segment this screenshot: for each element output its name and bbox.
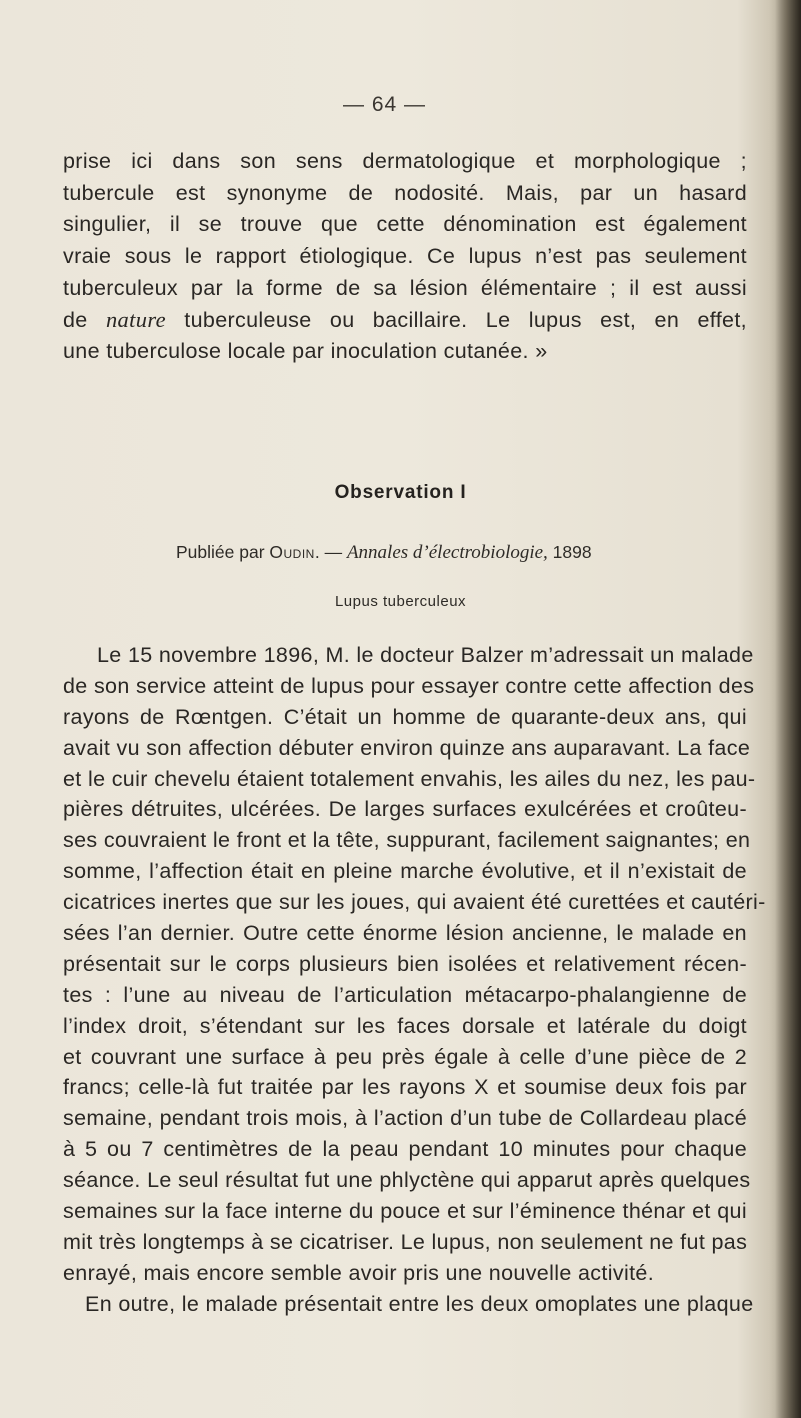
text-line: somme, l’affection était en pleine marche évolutive, et il n’existait de [63,859,747,884]
text-run: tuberculeuse ou bacillaire. Le lupus est, en effet, [165,308,747,333]
text-line: vraie sous le rapport étiologique. Ce lupus n’est pas seulement [63,244,747,269]
text-line [63,304,747,336]
text-line: présentait sur le corps plusieurs bien isolées et relativement récen- [63,951,747,976]
text-line: sées l’an dernier. Outre cette énorme lésion ancienne, le malade en [63,921,747,946]
text-line: Le 15 novembre 1896, M. le docteur Balzer m’adressait un malade [97,643,754,667]
text-line: séance. Le seul résultat fut une phlyctène qui apparut après quelques [63,1168,751,1193]
text-line: et le cuir chevelu étaient totalement envahis, les ailes du nez, les pau- [63,766,756,791]
text-line: rayons de Rœntgen. C’était un homme de quarante-deux ans, qui [63,704,747,729]
text-line: de son service atteint de lupus pour essayer contre cette affection des [63,673,755,698]
text-line: à 5 ou 7 centimètres de la peau pendant 10 minutes pour chaque [63,1137,747,1162]
page-edge-shadow [775,0,801,1418]
journal-title: Annales d’électrobiologie, [346,542,548,563]
text-line: une tuberculose locale par inoculation cutanée. » [63,339,548,364]
text-line: et couvrant une surface à peu près égale à celle d’une pièce de 2 [63,1044,747,1069]
text-line: En outre, le malade présentait entre les deux omoplates une plaque [85,1291,754,1316]
text-line: mit très longtemps à se cicatriser. Le lupus, non seulement ne fut pas [63,1229,748,1254]
text-line: ses couvraient le front et la tête, suppurant, facilement saignantes; en [63,828,751,853]
text-line: l’index droit, s’étendant sur les faces dorsale et latérale du doigt [63,1013,747,1038]
page-number: — 64 — [343,93,427,116]
text-line: singulier, il se trouve que cette dénomination est également [63,212,747,237]
text-line: avait vu son affection débuter environ quinze ans auparavant. La face [63,735,751,760]
observation-heading: Observation I [334,482,467,503]
text-line: pières détruites, ulcérées. De larges surfaces exulcérées et croûteu- [63,797,747,822]
text-line: cicatrices inertes que sur les joues, qui avaient été curettées et cautéri- [63,890,766,915]
text-line: tubercule est synonyme de nodosité. Mais, par un hasard [63,180,747,205]
publication-line [176,542,592,564]
publication-year: 1898 [547,542,592,562]
author-name: Oudin [269,542,315,562]
text-line: semaines sur la face interne du pouce et sur l’éminence thénar et qui [63,1199,747,1224]
text-line: tes : l’une au niveau de l’articulation métacarpo-phalangienne de [63,982,747,1007]
publication-prefix: Publiée par [176,542,270,562]
observation-subheading: Lupus tuberculeux [334,593,467,610]
text-run: de [63,308,106,333]
main-paragraph [63,640,766,1320]
italic-word: nature [105,307,166,333]
text-line: enrayé, mais encore semble avoir pris une nouvelle activité. [63,1260,655,1285]
intro-paragraph [63,146,747,368]
text-line: semaine, pendant trois mois, à l’action d’un tube de Collardeau placé [63,1106,747,1131]
text-line: prise ici dans son sens dermatologique et morphologique ; [63,149,747,173]
text-line: francs; celle-là fut traitée par les rayons X et soumise deux fois par [63,1075,747,1100]
text-line: tuberculeux par la forme de sa lésion élémentaire ; il est aussi [63,275,747,300]
publication-separator: . — [314,542,347,562]
